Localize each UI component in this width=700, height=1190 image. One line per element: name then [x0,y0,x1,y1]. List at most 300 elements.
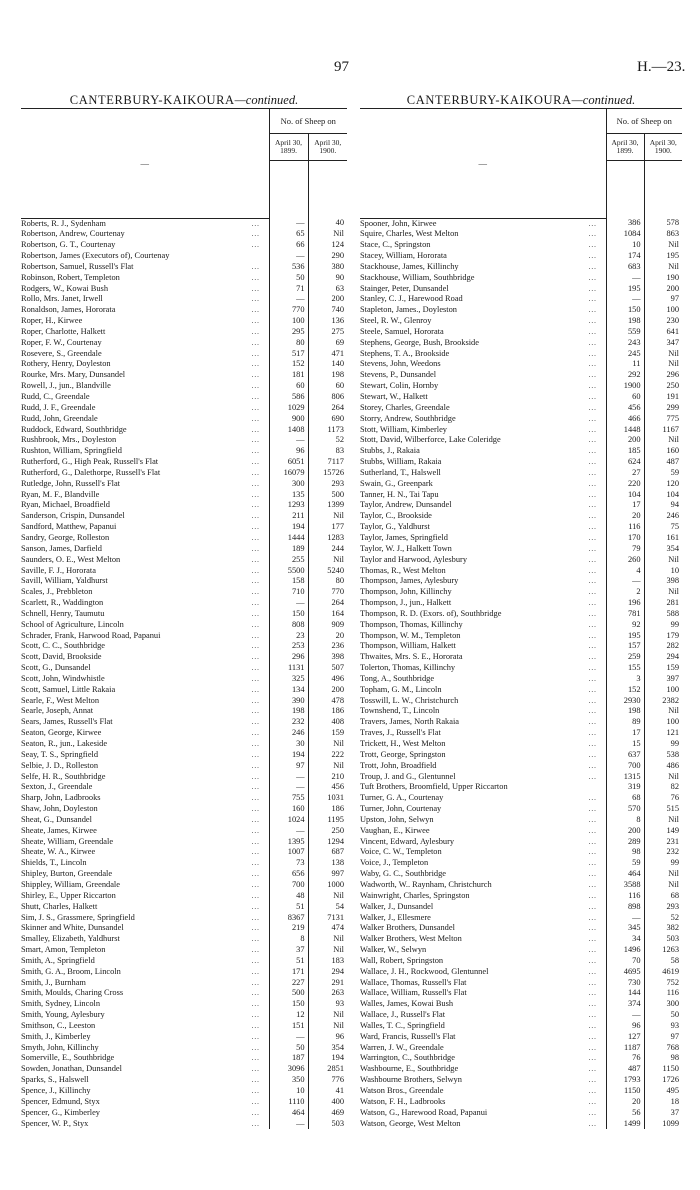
leader-dots: ... [251,490,260,499]
owner-name: Shutt, Charles, Halkett [21,901,98,911]
sheep-1899: 1131 [269,663,308,674]
sheep-1899: 255 [269,555,308,566]
owner-name: Smart, Amon, Templeton [21,945,106,955]
leader-dots: ... [588,664,597,673]
sheep-1900: 456 [308,782,347,793]
leader-dots: ... [588,978,597,987]
table-row [21,685,347,696]
sheep-1900: 291 [308,978,347,989]
table-row [360,826,682,837]
owner-name: Rutledge, John, Russell's Flat [21,478,120,488]
owner-name: Scott, C. C., Southbridge [21,641,105,651]
sheep-1899: 260 [606,555,644,566]
table-row [360,641,682,652]
owner-name: Travers, James, North Rakaia [360,717,460,727]
sheep-1899: 71 [269,284,308,295]
sheep-1899: 1029 [269,403,308,414]
owner-name: Rodgers, W., Kowai Bush [21,283,109,293]
owner-name: Watson, F. H., Ladbrooks [360,1096,446,1106]
owner-name: Sheat, G., Dunsandel [21,814,92,824]
sheep-1900: 37 [644,1108,682,1119]
leader-dots: ... [588,599,597,608]
owner-name: Selfe, H. R., Southbridge [21,771,106,781]
sheep-1899: 570 [606,804,644,815]
owner-name: Taylor, C., Brookside [360,511,432,521]
table-row [21,284,347,295]
sheep-1899: 51 [269,956,308,967]
leader-dots: ... [251,458,260,467]
sheep-1899: 16079 [269,468,308,479]
table-row [21,858,347,869]
table-row [360,338,682,349]
leader-dots: ... [588,230,597,239]
table-row [21,446,347,457]
table-row [21,869,347,880]
owner-name: Sheate, W. A., Kirwee [21,847,96,857]
sheep-1900: 507 [308,663,347,674]
sheep-1899: 50 [269,1043,308,1054]
sheep-1899: 227 [269,978,308,989]
leader-dots: ... [251,664,260,673]
sheep-1899: 781 [606,609,644,620]
sheep-1899: 559 [606,327,644,338]
leader-dots: ... [588,588,597,597]
owner-name: Walker, W., Selwyn [360,945,427,955]
sheep-1899: 350 [269,1075,308,1086]
sheep-1900: Nil [644,587,682,598]
table-row [21,609,347,620]
owner-name: Thompson, J., jun., Halkett [360,598,452,608]
sheep-1900: 296 [644,370,682,381]
owner-name: Shippley, William, Greendale [21,879,120,889]
owner-name: Rourke, Mrs. Mary, Dunsandel [21,370,126,380]
leader-dots: ... [251,989,260,998]
leader-dots: ... [588,479,597,488]
table-row [21,761,347,772]
leader-dots: ... [251,230,260,239]
owner-name: Walles, T. C., Springfield [360,1020,445,1030]
sheep-1900: Nil [308,555,347,566]
table-row [360,251,682,262]
owner-name: Shields, T., Lincoln [21,858,87,868]
leader-dots: ... [251,1000,260,1009]
leader-dots: ... [251,306,260,315]
sheep-1899: 464 [269,1108,308,1119]
table-row [360,544,682,555]
sheep-1899: 8 [606,815,644,826]
owner-name: Skinner and White, Dunsandel [21,923,124,933]
owner-name: School of Agriculture, Lincoln [21,619,124,629]
owner-name: Sheate, William, Greendale [21,836,114,846]
leader-dots: ... [588,436,597,445]
sheep-1899: — [606,1010,644,1021]
owner-name: Sandford, Matthew, Papanui [21,522,117,532]
leader-dots: ... [251,1108,260,1117]
table-row [360,652,682,663]
leader-dots: ... [588,913,597,922]
table-row [360,359,682,370]
sheep-1899: 325 [269,674,308,685]
sheep-1900: 469 [308,1108,347,1119]
table-row [360,392,682,403]
table-row [21,934,347,945]
sheep-1899: 198 [606,316,644,327]
table-row [21,1032,347,1043]
leader-dots: ... [588,273,597,282]
table-row [21,750,347,761]
leader-dots: ... [251,653,260,662]
sheep-1899: 196 [606,598,644,609]
table-row [21,945,347,956]
right-sheep-table [360,108,682,1129]
sheep-1900: 230 [644,316,682,327]
table-row [360,262,682,273]
table-row [360,902,682,913]
sheep-1899: 158 [269,576,308,587]
sheep-1899: 500 [269,988,308,999]
leader-dots: ... [251,501,260,510]
owner-name: Scott, Samuel, Little Rakaia [21,684,116,694]
table-row [21,674,347,685]
sheep-1900: 250 [308,826,347,837]
table-row [360,858,682,869]
table-row [360,717,682,728]
table-row [360,229,682,240]
sheep-1900: 1000 [308,880,347,891]
leader-dots: ... [588,1021,597,1030]
table-row [360,240,682,251]
owner-name: Taylor and Harwood, Aylesbury [360,554,468,564]
sheep-1900: 641 [644,327,682,338]
sheep-1900: 186 [308,804,347,815]
table-row [21,804,347,815]
sheep-1900: 1283 [308,533,347,544]
leader-dots: ... [251,382,260,391]
leader-dots: ... [588,967,597,976]
sheep-1899: 195 [606,284,644,295]
table-row [21,544,347,555]
sheep-1899: 68 [606,793,644,804]
sheep-1900: 177 [308,522,347,533]
sheep-1900: 263 [308,988,347,999]
sheep-1900: 578 [644,218,682,229]
sheep-1900: 54 [308,902,347,913]
leader-dots: ... [251,956,260,965]
sheep-1900: 496 [308,674,347,685]
owner-name: Spence, J., Killinchy [21,1086,91,1095]
sheep-1899: 700 [606,761,644,772]
owner-name: Ward, Francis, Russell's Flat [360,1031,456,1041]
sheep-1899: 517 [269,349,308,360]
owner-name: Sutherland, T., Halswell [360,467,441,477]
leader-dots: ... [588,1065,597,1074]
owner-name: Stephens, George, Bush, Brookside [360,337,479,347]
sheep-1900: 159 [308,728,347,739]
leader-dots: ... [251,1087,260,1095]
table-row [360,956,682,967]
sheep-1900: 63 [308,284,347,295]
owner-name: Taylor, G., Yaldhurst [360,522,430,532]
owner-name: Sanderson, Crispin, Dunsandel [21,511,125,521]
sheep-1899: 898 [606,902,644,913]
sheep-1900: 183 [308,956,347,967]
leader-dots: ... [251,1065,260,1074]
leader-dots: ... [251,891,260,900]
sheep-1899: 1496 [606,945,644,956]
table-row [21,555,347,566]
sheep-1899: 104 [606,490,644,501]
owner-name: Sim, J. S., Grassmere, Springfield [21,912,135,922]
sheep-1899: 246 [269,728,308,739]
sheep-1899: 89 [606,717,644,728]
owner-name: Thompson, Thomas, Killinchy [360,619,463,629]
sheep-1900: 10 [644,566,682,577]
owner-name: Seay, T. S., Springfield [21,749,99,759]
owner-name: Sharp, John, Ladbrooks [21,793,101,803]
sheep-1899: 135 [269,490,308,501]
leader-dots: ... [251,468,260,477]
leader-dots: ... [251,729,260,738]
sheep-1900: Nil [644,435,682,446]
sheep-1900: 806 [308,392,347,403]
sheep-1899: 200 [606,826,644,837]
table-row [21,1086,347,1097]
table-row [21,988,347,999]
owner-name: Wadworth, W.. Raynham, Christchurch [360,879,492,889]
sheep-1900: 82 [644,782,682,793]
table-row [360,284,682,295]
table-row [360,349,682,360]
sheep-1899: 152 [269,359,308,370]
table-row [360,631,682,642]
sheep-1900: 281 [644,598,682,609]
owner-name: Stephens, T. A., Brookside [360,348,450,358]
sheep-1899: 8367 [269,913,308,924]
left-sheep-header: No. of Sheep on [269,109,347,134]
leader-dots: ... [251,935,260,944]
leader-dots: ... [251,262,260,271]
table-row [21,327,347,338]
table-row [360,327,682,338]
leader-dots: ... [588,609,597,618]
leader-dots: ... [588,1119,597,1128]
sheep-1900: 382 [644,923,682,934]
leader-dots: ... [588,891,597,900]
sheep-1899: 73 [269,858,308,869]
sheep-1899: 456 [606,403,644,414]
sheep-1899: 211 [269,511,308,522]
sheep-1900: 100 [644,685,682,696]
sheep-1900: 236 [308,641,347,652]
owner-name: Storry, Andrew, Southbridge [360,413,456,423]
sheep-1899: 10 [269,1086,308,1097]
owner-name: Wallace, J., Russell's Flat [360,1010,446,1020]
leader-dots: ... [588,403,597,412]
owner-name: Stainger, Peter, Dunsandel [360,283,449,293]
leader-dots: ... [588,935,597,944]
leader-dots: ... [588,761,597,770]
owner-name: Smith, Sydney, Lincoln [21,999,101,1009]
sheep-1900: 250 [644,381,682,392]
owner-name: Sexton, J., Greendale [21,782,93,792]
leader-dots: ... [588,815,597,824]
sheep-1899: 157 [606,641,644,652]
owner-name: Trott, John, Broadfield [360,760,437,770]
leader-dots: ... [251,327,260,336]
sheep-1900: 94 [644,500,682,511]
table-row [21,999,347,1010]
owner-name: Smith, Moulds, Charing Cross [21,988,124,998]
owner-name: Spencer, Edmund, Styx [21,1096,100,1106]
table-row [21,880,347,891]
sheep-1899: 319 [606,782,644,793]
table-row [21,706,347,717]
table-row [21,728,347,739]
owner-name: Robertson, James (Executors of), Courtenay [21,251,170,261]
right-year2-header: April 30, 1900. [644,134,682,161]
table-row [21,793,347,804]
owner-name: Spencer, W. P., Styx [21,1118,89,1128]
leader-dots: ... [251,783,260,792]
table-row [21,847,347,858]
sheep-1900: 909 [308,620,347,631]
sheep-1899: 4695 [606,967,644,978]
sheep-1899: 624 [606,457,644,468]
leader-dots: ... [588,284,597,293]
right-sheep-header: No. of Sheep on [606,109,682,134]
leader-dots: ... [588,1087,597,1095]
sheep-1899: 637 [606,750,644,761]
sheep-1900: 538 [644,750,682,761]
leader-dots: ... [251,815,260,824]
leader-dots: ... [588,880,597,889]
owner-name: Stubbs, William, Rakaia [360,457,442,467]
sheep-1899: 386 [606,218,644,229]
leader-dots: ... [251,772,260,781]
sheep-1899: 586 [269,392,308,403]
sheep-1900: 264 [308,403,347,414]
sheep-1899: 5500 [269,566,308,577]
sheep-1899: 80 [269,338,308,349]
owner-name: Robertson, Samuel, Russell's Flat [21,261,134,271]
sheep-1900: Nil [644,240,682,251]
sheep-1900: Nil [308,229,347,240]
table-row [21,370,347,381]
sheep-1899: — [269,826,308,837]
table-row [360,273,682,284]
table-row [21,490,347,501]
owner-name: Ruddock, Edward, Southbridge [21,424,127,434]
owner-name: Scott, G., Dunsandel [21,663,91,673]
owner-name: Stott, David, Wilberforce, Lake Coleridge [360,435,501,445]
sheep-1899: 253 [269,641,308,652]
owner-name: Warrington, C., Southbridge [360,1053,455,1063]
owner-name: Traves, J., Russell's Flat [360,728,441,738]
sheep-1900: 76 [644,793,682,804]
owner-name: Upston, John, Selwyn [360,814,434,824]
sheep-1899: — [606,913,644,924]
table-row [360,847,682,858]
table-row [21,273,347,284]
sheep-1900: 294 [308,967,347,978]
left-table-body [21,218,347,1129]
table-row [360,978,682,989]
sheep-1899: 232 [269,717,308,728]
sheep-1899: 150 [269,999,308,1010]
table-row [360,815,682,826]
right-column-title [360,92,682,108]
sheep-1900: 294 [644,652,682,663]
leader-dots: ... [588,306,597,315]
sheep-1899: 100 [269,316,308,327]
sheep-1899: 152 [606,685,644,696]
sheep-1900: 80 [308,576,347,587]
leader-dots: ... [588,490,597,499]
table-row [21,815,347,826]
sheep-1899: 259 [606,652,644,663]
sheep-1900: Nil [308,1021,347,1032]
owner-name: Selbie, J. D., Rolleston [21,760,99,770]
table-row [21,294,347,305]
owner-name: Walker Brothers, Dunsandel [360,923,455,933]
page-number: 97 [334,59,349,75]
sheep-1899: 4 [606,566,644,577]
sheep-1899: 245 [606,349,644,360]
leader-dots: ... [251,609,260,618]
leader-dots: ... [588,848,597,857]
sheep-1900: 1031 [308,793,347,804]
left-column-title [21,92,347,108]
sheep-1899: 30 [269,739,308,750]
owner-name: Scott, John, Windwhistle [21,673,105,683]
leader-dots: ... [588,360,597,369]
left-title-continued: —continued. [234,93,299,107]
table-row [21,1108,347,1119]
leader-dots: ... [588,740,597,748]
owner-name: Taylor, W. J., Halkett Town [360,543,452,553]
table-row [21,338,347,349]
leader-dots: ... [251,371,260,380]
owner-name: Turner, John, Courtenay [360,804,442,814]
sheep-1900: 194 [308,1053,347,1064]
sheep-1900: 200 [644,284,682,295]
table-row [360,446,682,457]
sheep-1900: 347 [644,338,682,349]
leader-dots: ... [251,1076,260,1085]
table-row [21,403,347,414]
sheep-1900: 690 [308,414,347,425]
owner-name: Somerville, E., Southbridge [21,1053,115,1063]
left-column [21,92,347,1129]
sheep-1899: 11 [606,359,644,370]
table-row [21,652,347,663]
owner-name: Sandry, George, Rolleston [21,532,110,542]
sheep-1899: 60 [269,381,308,392]
table-row [21,500,347,511]
leader-dots: ... [251,674,260,683]
sheep-1900: 7117 [308,457,347,468]
sheep-1899: 243 [606,338,644,349]
sheep-1900: 1195 [308,815,347,826]
sheep-1900: 164 [308,609,347,620]
sheep-1899: 150 [269,609,308,620]
owner-name: Wainwright, Charles, Springston [360,890,470,900]
sheep-1900: 149 [644,826,682,837]
leader-dots: ... [588,837,597,846]
table-row [21,1097,347,1108]
table-row [360,761,682,772]
sheep-1900: 7131 [308,913,347,924]
